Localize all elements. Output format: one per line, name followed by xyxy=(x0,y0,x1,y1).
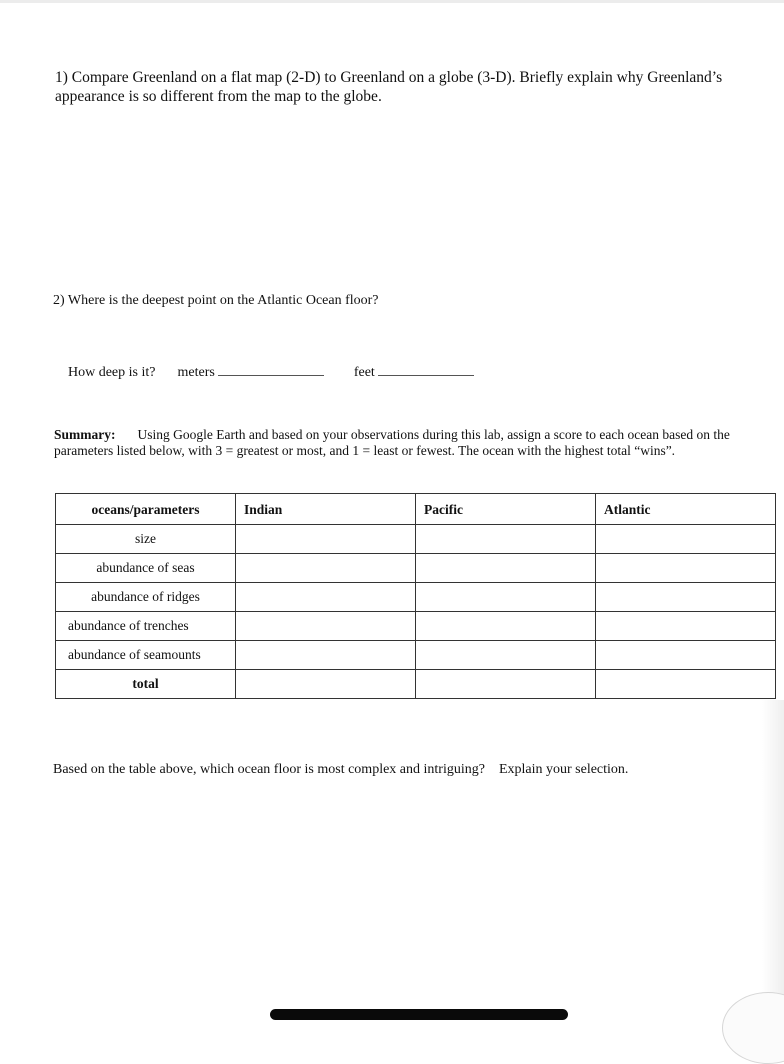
score-cell-pacific[interactable] xyxy=(416,583,596,612)
feet-blank[interactable] xyxy=(378,361,474,376)
question-1: 1) Compare Greenland on a flat map (2-D) to Greenland on a globe (3-D). Briefly explain why Greenland’s appearance is so different from the map to the globe. xyxy=(55,69,723,105)
header-atlantic: Atlantic xyxy=(596,494,776,525)
score-cell-pacific[interactable] xyxy=(416,612,596,641)
score-cell-pacific[interactable] xyxy=(416,670,596,699)
table-row xyxy=(56,612,776,641)
question-2: 2) Where is the deepest point on the Atlantic Ocean floor? xyxy=(53,293,379,308)
final-question xyxy=(53,761,628,779)
home-indicator-bar[interactable] xyxy=(270,1009,568,1020)
top-edge xyxy=(0,0,784,3)
table-row xyxy=(56,641,776,670)
header-pacific: Pacific xyxy=(416,494,596,525)
score-cell-indian[interactable] xyxy=(236,525,416,554)
score-cell-atlantic[interactable] xyxy=(596,554,776,583)
meters-label: meters xyxy=(177,365,215,380)
summary-text: Using Google Earth and based on your observations during this lab, assign a score to each ocean based on the parameters listed below, with 3 = greatest or most, and 1 = least or fewest. The ocean with the highest total “wins”. xyxy=(54,427,730,458)
header-oceans-parameters: oceans/parameters xyxy=(56,494,236,525)
score-cell-pacific[interactable] xyxy=(416,641,596,670)
final-question-instruction: Explain your selection. xyxy=(498,762,629,777)
depth-answer-row xyxy=(68,361,474,382)
score-cell-indian[interactable] xyxy=(236,670,416,699)
score-cell-indian[interactable] xyxy=(236,583,416,612)
summary-label: Summary: xyxy=(54,427,116,442)
row-label-ridges: abundance of ridges xyxy=(56,583,236,612)
score-cell-indian[interactable] xyxy=(236,554,416,583)
meters-blank[interactable] xyxy=(218,361,324,376)
score-cell-pacific[interactable] xyxy=(416,554,596,583)
ocean-score-table xyxy=(55,493,776,699)
table-row xyxy=(56,554,776,583)
score-cell-pacific[interactable] xyxy=(416,525,596,554)
table-header-row xyxy=(56,494,776,525)
table-row xyxy=(56,525,776,554)
row-label-trenches: abundance of trenches xyxy=(56,612,236,641)
score-cell-atlantic[interactable] xyxy=(596,525,776,554)
summary-paragraph xyxy=(54,427,768,458)
row-label-total: total xyxy=(56,670,236,699)
score-cell-atlantic[interactable] xyxy=(596,670,776,699)
row-label-size: size xyxy=(56,525,236,554)
score-cell-indian[interactable] xyxy=(236,641,416,670)
row-label-seamounts: abundance of seamounts xyxy=(56,641,236,670)
page-edge-shadow xyxy=(762,700,784,1000)
feet-label: feet xyxy=(353,365,375,380)
page-corner-curl xyxy=(722,992,784,1064)
row-label-seas: abundance of seas xyxy=(56,554,236,583)
score-cell-atlantic[interactable] xyxy=(596,583,776,612)
score-cell-atlantic[interactable] xyxy=(596,612,776,641)
final-question-text: Based on the table above, which ocean floor is most complex and intriguing? xyxy=(53,762,485,777)
score-cell-indian[interactable] xyxy=(236,612,416,641)
table-row xyxy=(56,670,776,699)
depth-prompt: How deep is it? xyxy=(68,365,156,380)
header-indian: Indian xyxy=(236,494,416,525)
table-row xyxy=(56,583,776,612)
score-cell-atlantic[interactable] xyxy=(596,641,776,670)
